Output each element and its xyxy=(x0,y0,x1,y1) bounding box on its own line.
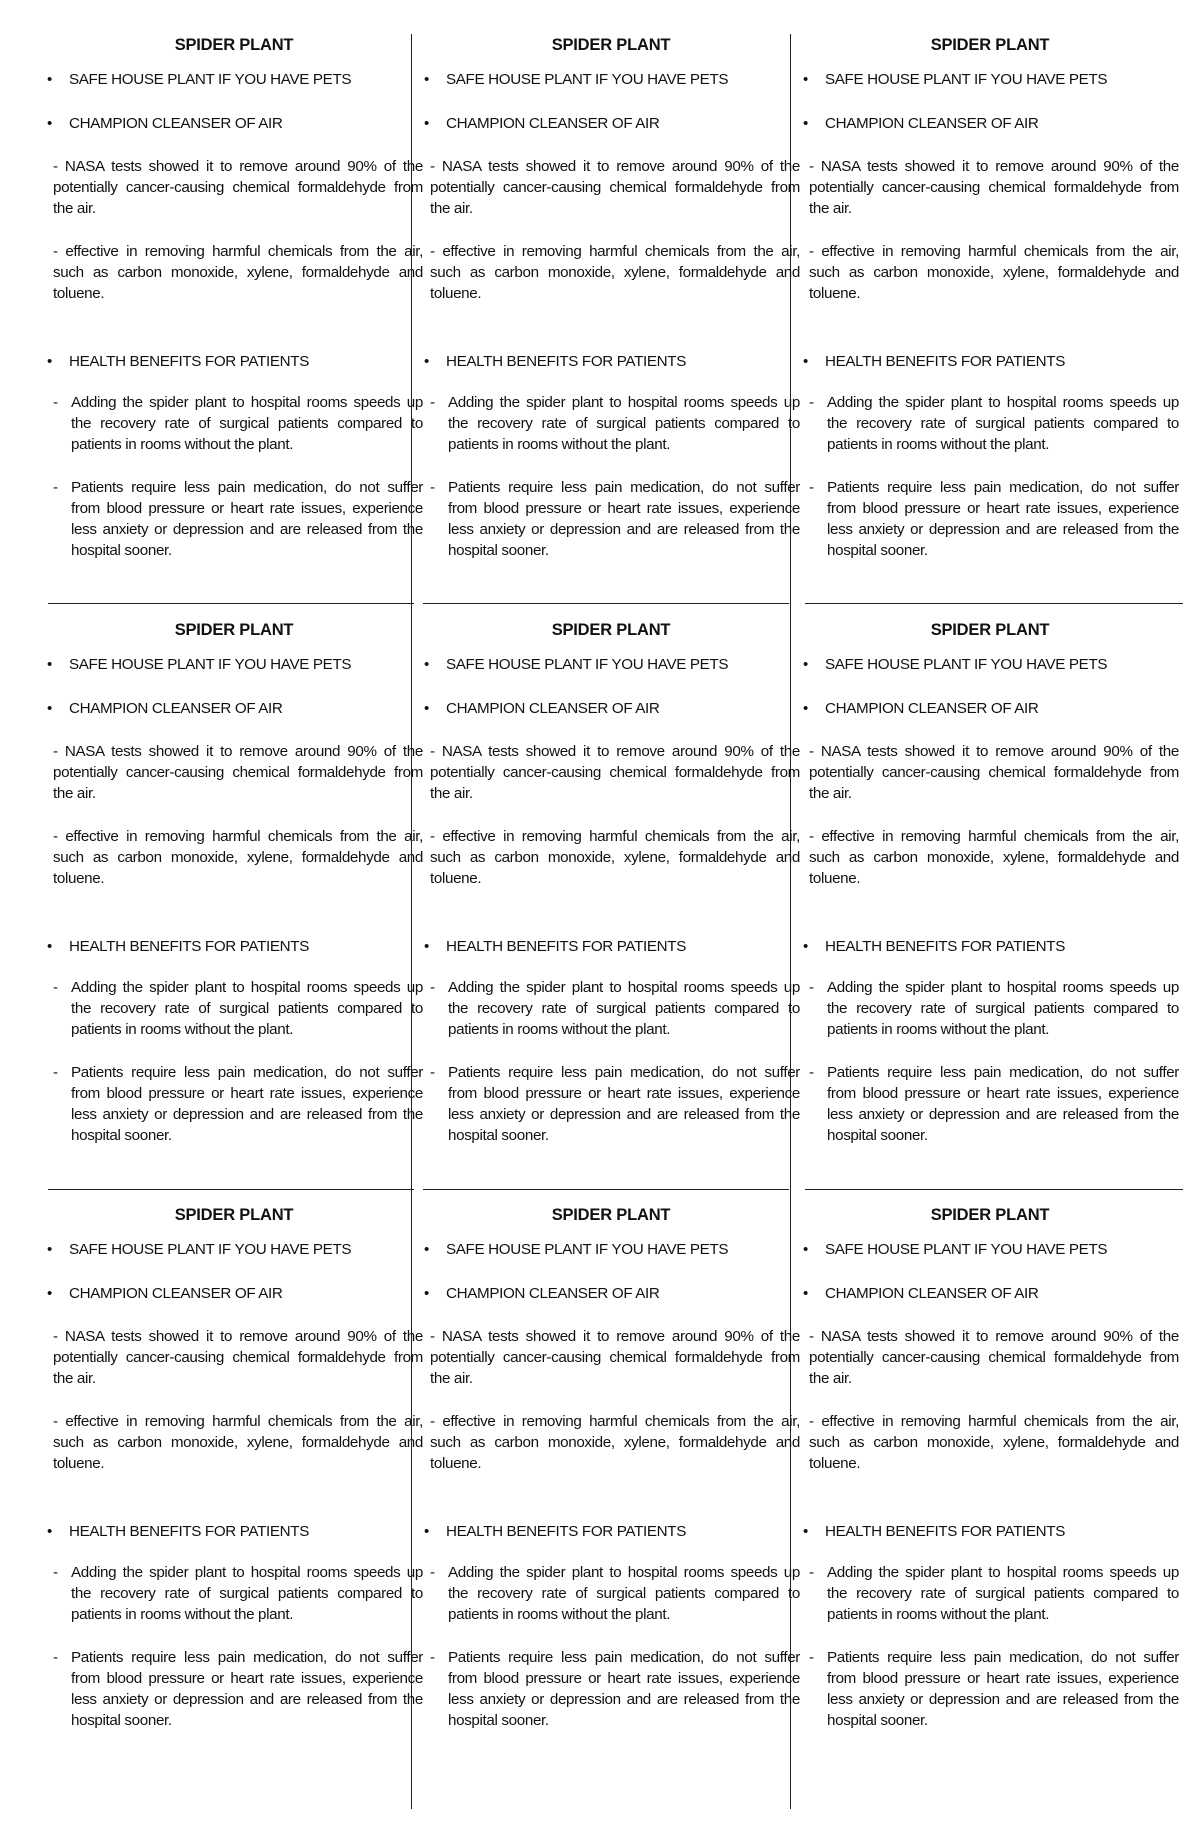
effective-paragraph: - effective in removing harmful chemicals from the air, such as carbon monoxide, xylene, formaldehyde and toluene. xyxy=(430,1413,800,1472)
bullet-health xyxy=(422,1522,800,1542)
spider-plant-card xyxy=(422,605,800,1195)
medication-item xyxy=(801,1062,1179,1146)
spider-plant-card xyxy=(801,20,1179,610)
dash-marker: - xyxy=(53,1649,58,1666)
bullet-air xyxy=(422,1284,800,1304)
dash-marker: - xyxy=(809,1564,814,1581)
bullet-pets-label: SAFE HOUSE PLANT IF YOU HAVE PETS xyxy=(446,656,729,673)
medication-text: Patients require less pain medication, do not suffer from blood pressure or heart rate issues, experience less anxiety or depression and are released from the hospital sooner. xyxy=(448,479,800,559)
medication-text: Patients require less pain medication, do not suffer from blood pressure or heart rate issues, experience less anxiety or depression and are released from the hospital sooner. xyxy=(448,1649,800,1729)
dash-marker: - xyxy=(809,1064,814,1081)
effective-paragraph: - effective in removing harmful chemicals from the air, such as carbon monoxide, xylene, formaldehyde and toluene. xyxy=(430,243,800,302)
nasa-paragraph: - NASA tests showed it to remove around 90% of the potentially cancer-causing chemical formaldehyde from the air. xyxy=(430,743,800,802)
bullet-icon: • xyxy=(803,1285,808,1302)
medication-item xyxy=(45,477,423,561)
recovery-item xyxy=(422,1562,800,1625)
card-title: SPIDER PLANT xyxy=(174,1206,294,1224)
recovery-text: Adding the spider plant to hospital rooms speeds up the recovery rate of surgical patients compared to patients in rooms without the plant. xyxy=(71,394,423,453)
bullet-icon: • xyxy=(424,700,429,717)
bullet-health xyxy=(801,1522,1179,1542)
bullet-health-label: HEALTH BENEFITS FOR PATIENTS xyxy=(446,353,686,370)
spider-plant-card xyxy=(45,20,423,610)
bullet-icon: • xyxy=(424,71,429,88)
bullet-air-label: CHAMPION CLEANSER OF AIR xyxy=(69,115,283,132)
bullet-pets-label: SAFE HOUSE PLANT IF YOU HAVE PETS xyxy=(446,71,729,88)
bullet-pets xyxy=(801,1240,1179,1260)
bullet-health-label: HEALTH BENEFITS FOR PATIENTS xyxy=(69,353,309,370)
card-title: SPIDER PLANT xyxy=(551,621,671,639)
nasa-paragraph: - NASA tests showed it to remove around 90% of the potentially cancer-causing chemical formaldehyde from the air. xyxy=(809,158,1179,217)
bullet-air xyxy=(422,114,800,134)
nasa-paragraph: - NASA tests showed it to remove around 90% of the potentially cancer-causing chemical formaldehyde from the air. xyxy=(430,1328,800,1387)
card-title: SPIDER PLANT xyxy=(551,36,671,54)
bullet-health xyxy=(422,937,800,957)
medication-text: Patients require less pain medication, do not suffer from blood pressure or heart rate issues, experience less anxiety or depression and are released from the hospital sooner. xyxy=(448,1064,800,1144)
medication-item xyxy=(422,477,800,561)
bullet-icon: • xyxy=(803,700,808,717)
dash-marker: - xyxy=(53,394,58,411)
bullet-pets-label: SAFE HOUSE PLANT IF YOU HAVE PETS xyxy=(825,71,1108,88)
bullet-health-label: HEALTH BENEFITS FOR PATIENTS xyxy=(446,938,686,955)
spider-plant-card xyxy=(422,1190,800,1780)
medication-item xyxy=(801,477,1179,561)
bullet-air xyxy=(45,114,423,134)
bullet-air xyxy=(45,1284,423,1304)
bullet-icon: • xyxy=(803,115,808,132)
bullet-icon: • xyxy=(424,353,429,370)
medication-text: Patients require less pain medication, do not suffer from blood pressure or heart rate issues, experience less anxiety or depression and are released from the hospital sooner. xyxy=(71,1649,423,1729)
bullet-air xyxy=(45,699,423,719)
dash-marker: - xyxy=(430,479,435,496)
bullet-icon: • xyxy=(47,1523,52,1540)
card-title: SPIDER PLANT xyxy=(174,621,294,639)
medication-item xyxy=(45,1647,423,1731)
spider-plant-card xyxy=(45,605,423,1195)
bullet-pets-label: SAFE HOUSE PLANT IF YOU HAVE PETS xyxy=(69,656,352,673)
bullet-pets-label: SAFE HOUSE PLANT IF YOU HAVE PETS xyxy=(446,1241,729,1258)
bullet-health-label: HEALTH BENEFITS FOR PATIENTS xyxy=(825,938,1065,955)
bullet-icon: • xyxy=(424,115,429,132)
effective-paragraph: - effective in removing harmful chemicals from the air, such as carbon monoxide, xylene, formaldehyde and toluene. xyxy=(809,1413,1179,1472)
bullet-health xyxy=(801,937,1179,957)
bullet-pets xyxy=(422,1240,800,1260)
card-title: SPIDER PLANT xyxy=(930,621,1050,639)
medication-text: Patients require less pain medication, do not suffer from blood pressure or heart rate issues, experience less anxiety or depression and are released from the hospital sooner. xyxy=(71,479,423,559)
effective-paragraph: - effective in removing harmful chemicals from the air, such as carbon monoxide, xylene, formaldehyde and toluene. xyxy=(53,1413,423,1472)
bullet-icon: • xyxy=(424,1241,429,1258)
nasa-paragraph: - NASA tests showed it to remove around 90% of the potentially cancer-causing chemical formaldehyde from the air. xyxy=(430,158,800,217)
bullet-icon: • xyxy=(803,938,808,955)
bullet-pets-label: SAFE HOUSE PLANT IF YOU HAVE PETS xyxy=(825,656,1108,673)
bullet-pets-label: SAFE HOUSE PLANT IF YOU HAVE PETS xyxy=(825,1241,1108,1258)
bullet-icon: • xyxy=(424,938,429,955)
bullet-air xyxy=(801,1284,1179,1304)
bullet-icon: • xyxy=(803,71,808,88)
bullet-air xyxy=(422,699,800,719)
bullet-icon: • xyxy=(803,1523,808,1540)
bullet-health-label: HEALTH BENEFITS FOR PATIENTS xyxy=(69,1523,309,1540)
effective-paragraph: - effective in removing harmful chemicals from the air, such as carbon monoxide, xylene, formaldehyde and toluene. xyxy=(53,243,423,302)
effective-paragraph: - effective in removing harmful chemicals from the air, such as carbon monoxide, xylene, formaldehyde and toluene. xyxy=(809,828,1179,887)
recovery-item xyxy=(422,977,800,1040)
bullet-pets xyxy=(45,1240,423,1260)
effective-paragraph: - effective in removing harmful chemicals from the air, such as carbon monoxide, xylene, formaldehyde and toluene. xyxy=(809,243,1179,302)
bullet-pets xyxy=(801,655,1179,675)
medication-item xyxy=(45,1062,423,1146)
bullet-health-label: HEALTH BENEFITS FOR PATIENTS xyxy=(825,1523,1065,1540)
effective-paragraph: - effective in removing harmful chemicals from the air, such as carbon monoxide, xylene, formaldehyde and toluene. xyxy=(430,828,800,887)
medication-text: Patients require less pain medication, do not suffer from blood pressure or heart rate issues, experience less anxiety or depression and are released from the hospital sooner. xyxy=(71,1064,423,1144)
card-title: SPIDER PLANT xyxy=(930,36,1050,54)
bullet-health xyxy=(801,352,1179,372)
nasa-paragraph: - NASA tests showed it to remove around 90% of the potentially cancer-causing chemical formaldehyde from the air. xyxy=(53,743,423,802)
dash-marker: - xyxy=(430,1064,435,1081)
dash-marker: - xyxy=(53,979,58,996)
recovery-text: Adding the spider plant to hospital rooms speeds up the recovery rate of surgical patients compared to patients in rooms without the plant. xyxy=(71,1564,423,1623)
bullet-icon: • xyxy=(424,1523,429,1540)
nasa-paragraph: - NASA tests showed it to remove around 90% of the potentially cancer-causing chemical formaldehyde from the air. xyxy=(809,1328,1179,1387)
bullet-air-label: CHAMPION CLEANSER OF AIR xyxy=(446,700,660,717)
bullet-icon: • xyxy=(47,938,52,955)
bullet-air-label: CHAMPION CLEANSER OF AIR xyxy=(69,1285,283,1302)
bullet-air-label: CHAMPION CLEANSER OF AIR xyxy=(446,1285,660,1302)
bullet-icon: • xyxy=(47,1285,52,1302)
medication-item xyxy=(801,1647,1179,1731)
card-title: SPIDER PLANT xyxy=(174,36,294,54)
bullet-icon: • xyxy=(424,656,429,673)
recovery-item xyxy=(801,1562,1179,1625)
card-title: SPIDER PLANT xyxy=(930,1206,1050,1224)
dash-marker: - xyxy=(53,1564,58,1581)
nasa-paragraph: - NASA tests showed it to remove around 90% of the potentially cancer-causing chemical formaldehyde from the air. xyxy=(53,1328,423,1387)
dash-marker: - xyxy=(809,979,814,996)
bullet-icon: • xyxy=(47,71,52,88)
effective-paragraph: - effective in removing harmful chemicals from the air, such as carbon monoxide, xylene, formaldehyde and toluene. xyxy=(53,828,423,887)
dash-marker: - xyxy=(809,1649,814,1666)
bullet-health-label: HEALTH BENEFITS FOR PATIENTS xyxy=(69,938,309,955)
bullet-health xyxy=(45,1522,423,1542)
recovery-text: Adding the spider plant to hospital rooms speeds up the recovery rate of surgical patients compared to patients in rooms without the plant. xyxy=(71,979,423,1038)
recovery-text: Adding the spider plant to hospital rooms speeds up the recovery rate of surgical patients compared to patients in rooms without the plant. xyxy=(448,394,800,453)
bullet-air xyxy=(801,114,1179,134)
bullet-air-label: CHAMPION CLEANSER OF AIR xyxy=(446,115,660,132)
recovery-text: Adding the spider plant to hospital rooms speeds up the recovery rate of surgical patients compared to patients in rooms without the plant. xyxy=(827,1564,1179,1623)
nasa-paragraph: - NASA tests showed it to remove around 90% of the potentially cancer-causing chemical formaldehyde from the air. xyxy=(53,158,423,217)
bullet-pets xyxy=(422,70,800,90)
bullet-health xyxy=(45,352,423,372)
recovery-text: Adding the spider plant to hospital rooms speeds up the recovery rate of surgical patients compared to patients in rooms without the plant. xyxy=(827,394,1179,453)
bullet-air-label: CHAMPION CLEANSER OF AIR xyxy=(825,1285,1039,1302)
bullet-icon: • xyxy=(803,656,808,673)
bullet-icon: • xyxy=(47,1241,52,1258)
card-title: SPIDER PLANT xyxy=(551,1206,671,1224)
spider-plant-card xyxy=(422,20,800,610)
bullet-air-label: CHAMPION CLEANSER OF AIR xyxy=(69,700,283,717)
dash-marker: - xyxy=(809,479,814,496)
bullet-health xyxy=(45,937,423,957)
bullet-icon: • xyxy=(424,1285,429,1302)
bullet-health-label: HEALTH BENEFITS FOR PATIENTS xyxy=(825,353,1065,370)
dash-marker: - xyxy=(53,479,58,496)
recovery-text: Adding the spider plant to hospital rooms speeds up the recovery rate of surgical patients compared to patients in rooms without the plant. xyxy=(827,979,1179,1038)
recovery-item xyxy=(45,977,423,1040)
bullet-icon: • xyxy=(803,1241,808,1258)
medication-text: Patients require less pain medication, do not suffer from blood pressure or heart rate issues, experience less anxiety or depression and are released from the hospital sooner. xyxy=(827,1649,1179,1729)
bullet-icon: • xyxy=(47,656,52,673)
medication-item xyxy=(422,1062,800,1146)
recovery-item xyxy=(801,977,1179,1040)
bullet-air-label: CHAMPION CLEANSER OF AIR xyxy=(825,700,1039,717)
recovery-text: Adding the spider plant to hospital rooms speeds up the recovery rate of surgical patients compared to patients in rooms without the plant. xyxy=(448,979,800,1038)
bullet-icon: • xyxy=(47,700,52,717)
spider-plant-card xyxy=(45,1190,423,1780)
bullet-pets xyxy=(801,70,1179,90)
dash-marker: - xyxy=(430,1649,435,1666)
recovery-item xyxy=(801,392,1179,455)
bullet-icon: • xyxy=(47,353,52,370)
medication-text: Patients require less pain medication, do not suffer from blood pressure or heart rate issues, experience less anxiety or depression and are released from the hospital sooner. xyxy=(827,1064,1179,1144)
dash-marker: - xyxy=(430,979,435,996)
nasa-paragraph: - NASA tests showed it to remove around 90% of the potentially cancer-causing chemical formaldehyde from the air. xyxy=(809,743,1179,802)
medication-item xyxy=(422,1647,800,1731)
recovery-item xyxy=(45,392,423,455)
bullet-icon: • xyxy=(803,353,808,370)
bullet-pets xyxy=(45,70,423,90)
bullet-icon: • xyxy=(47,115,52,132)
dash-marker: - xyxy=(430,1564,435,1581)
bullet-health xyxy=(422,352,800,372)
spider-plant-card xyxy=(801,1190,1179,1780)
bullet-health-label: HEALTH BENEFITS FOR PATIENTS xyxy=(446,1523,686,1540)
spider-plant-card xyxy=(801,605,1179,1195)
bullet-pets-label: SAFE HOUSE PLANT IF YOU HAVE PETS xyxy=(69,1241,352,1258)
recovery-item xyxy=(45,1562,423,1625)
bullet-pets xyxy=(45,655,423,675)
dash-marker: - xyxy=(430,394,435,411)
dash-marker: - xyxy=(53,1064,58,1081)
bullet-air-label: CHAMPION CLEANSER OF AIR xyxy=(825,115,1039,132)
recovery-item xyxy=(422,392,800,455)
medication-text: Patients require less pain medication, do not suffer from blood pressure or heart rate issues, experience less anxiety or depression and are released from the hospital sooner. xyxy=(827,479,1179,559)
bullet-pets-label: SAFE HOUSE PLANT IF YOU HAVE PETS xyxy=(69,71,352,88)
recovery-text: Adding the spider plant to hospital rooms speeds up the recovery rate of surgical patients compared to patients in rooms without the plant. xyxy=(448,1564,800,1623)
bullet-pets xyxy=(422,655,800,675)
bullet-air xyxy=(801,699,1179,719)
dash-marker: - xyxy=(809,394,814,411)
